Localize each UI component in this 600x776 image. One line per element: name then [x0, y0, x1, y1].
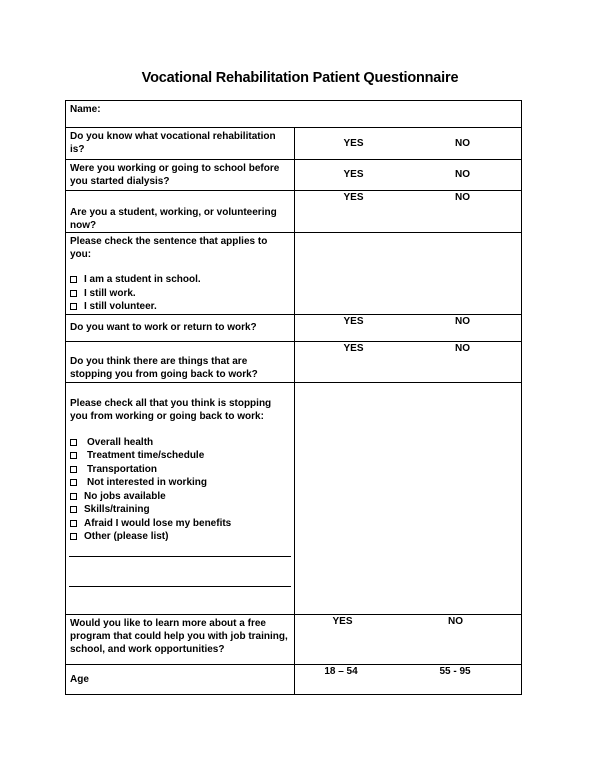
answer-cell-5 — [295, 314, 522, 341]
q7-option[interactable]: Afraid I would lose my benefits — [70, 517, 290, 531]
question-1: Do you know what vocational rehabilitation is? — [66, 128, 295, 160]
question-row-4 — [66, 233, 522, 315]
name-row — [66, 101, 522, 128]
age-label: Age — [66, 664, 295, 694]
question-row-8 — [66, 614, 522, 664]
page-title: Vocational Rehabilitation Patient Questionnaire — [141, 70, 459, 86]
question-6: Do you think there are things that are stopping you from going back to work? — [66, 341, 295, 382]
checkbox-icon[interactable] — [70, 466, 77, 473]
questionnaire-table — [65, 100, 522, 695]
no-option-8[interactable]: NO — [448, 615, 464, 627]
q4-option[interactable]: I still work. — [70, 287, 290, 301]
yes-option-5[interactable]: YES — [343, 315, 364, 327]
checkbox-icon[interactable] — [70, 276, 77, 283]
q7-option[interactable]: Treatment time/schedule — [70, 449, 290, 463]
q7-option[interactable]: Not interested in working — [70, 476, 290, 490]
q4-option-list — [70, 273, 290, 314]
checkbox-icon[interactable] — [70, 439, 77, 446]
q7-option[interactable]: Other (please list) — [70, 530, 290, 544]
answer-cell-7 — [295, 382, 522, 614]
yes-option-1[interactable]: YES — [343, 138, 364, 149]
q7-option[interactable]: No jobs available — [70, 490, 290, 504]
answer-cell-3 — [295, 191, 522, 233]
answer-cell-1 — [295, 128, 522, 160]
question-2: Were you working or going to school before you started dialysis? — [66, 160, 295, 191]
question-5: Do you want to work or return to work? — [66, 314, 295, 341]
other-write-in-line-2[interactable] — [69, 586, 291, 587]
yes-option-8[interactable]: YES — [332, 615, 353, 627]
age-answer-cell — [295, 664, 522, 694]
checkbox-icon[interactable] — [70, 290, 77, 297]
q4-option[interactable]: I still volunteer. — [70, 300, 290, 314]
question-7-cell — [66, 382, 295, 614]
q7-option[interactable]: Transportation — [70, 463, 290, 477]
question-row-3 — [66, 191, 522, 233]
question-row-2 — [66, 160, 522, 191]
other-write-in-line-1[interactable] — [69, 556, 291, 557]
q7-option[interactable]: Overall health — [70, 436, 290, 450]
answer-cell-4 — [295, 233, 522, 315]
question-row-1 — [66, 128, 522, 160]
age-range-18-54[interactable]: 18 – 54 — [324, 665, 358, 677]
q4-option[interactable]: I am a student in school. — [70, 273, 290, 287]
question-7: Please check all that you think is stopping you from working or going back to work: — [70, 397, 272, 422]
question-3: Are you a student, working, or volunteering now? — [66, 191, 295, 233]
no-option-1[interactable]: NO — [455, 138, 471, 149]
question-row-6 — [66, 341, 522, 382]
answer-cell-2 — [295, 160, 522, 191]
yes-option-6[interactable]: YES — [343, 342, 364, 354]
age-row — [66, 664, 522, 694]
name-label: Name: — [70, 104, 101, 115]
no-option-3[interactable]: NO — [455, 192, 471, 203]
checkbox-icon[interactable] — [70, 303, 77, 310]
question-4-cell — [66, 233, 295, 315]
yes-option-2[interactable]: YES — [343, 169, 364, 180]
answer-cell-8 — [295, 614, 522, 664]
checkbox-icon[interactable] — [70, 479, 77, 486]
no-option-5[interactable]: NO — [455, 315, 471, 327]
q7-option[interactable]: Skills/training — [70, 503, 290, 517]
name-field[interactable] — [66, 101, 522, 128]
q7-option-list — [70, 436, 290, 544]
no-option-6[interactable]: NO — [455, 342, 471, 354]
checkbox-icon[interactable] — [70, 493, 77, 500]
question-8: Would you like to learn more about a free program that could help you with job training, school, and work opportunities? — [66, 614, 295, 664]
question-4: Please check the sentence that applies to you: — [70, 236, 268, 260]
yes-option-3[interactable]: YES — [343, 192, 364, 203]
checkbox-icon[interactable] — [70, 533, 77, 540]
age-range-55-95[interactable]: 55 - 95 — [439, 665, 471, 677]
checkbox-icon[interactable] — [70, 452, 77, 459]
question-row-7 — [66, 382, 522, 614]
answer-cell-6 — [295, 341, 522, 382]
checkbox-icon[interactable] — [70, 506, 77, 513]
question-row-5 — [66, 314, 522, 341]
checkbox-icon[interactable] — [70, 520, 77, 527]
no-option-2[interactable]: NO — [455, 169, 471, 180]
